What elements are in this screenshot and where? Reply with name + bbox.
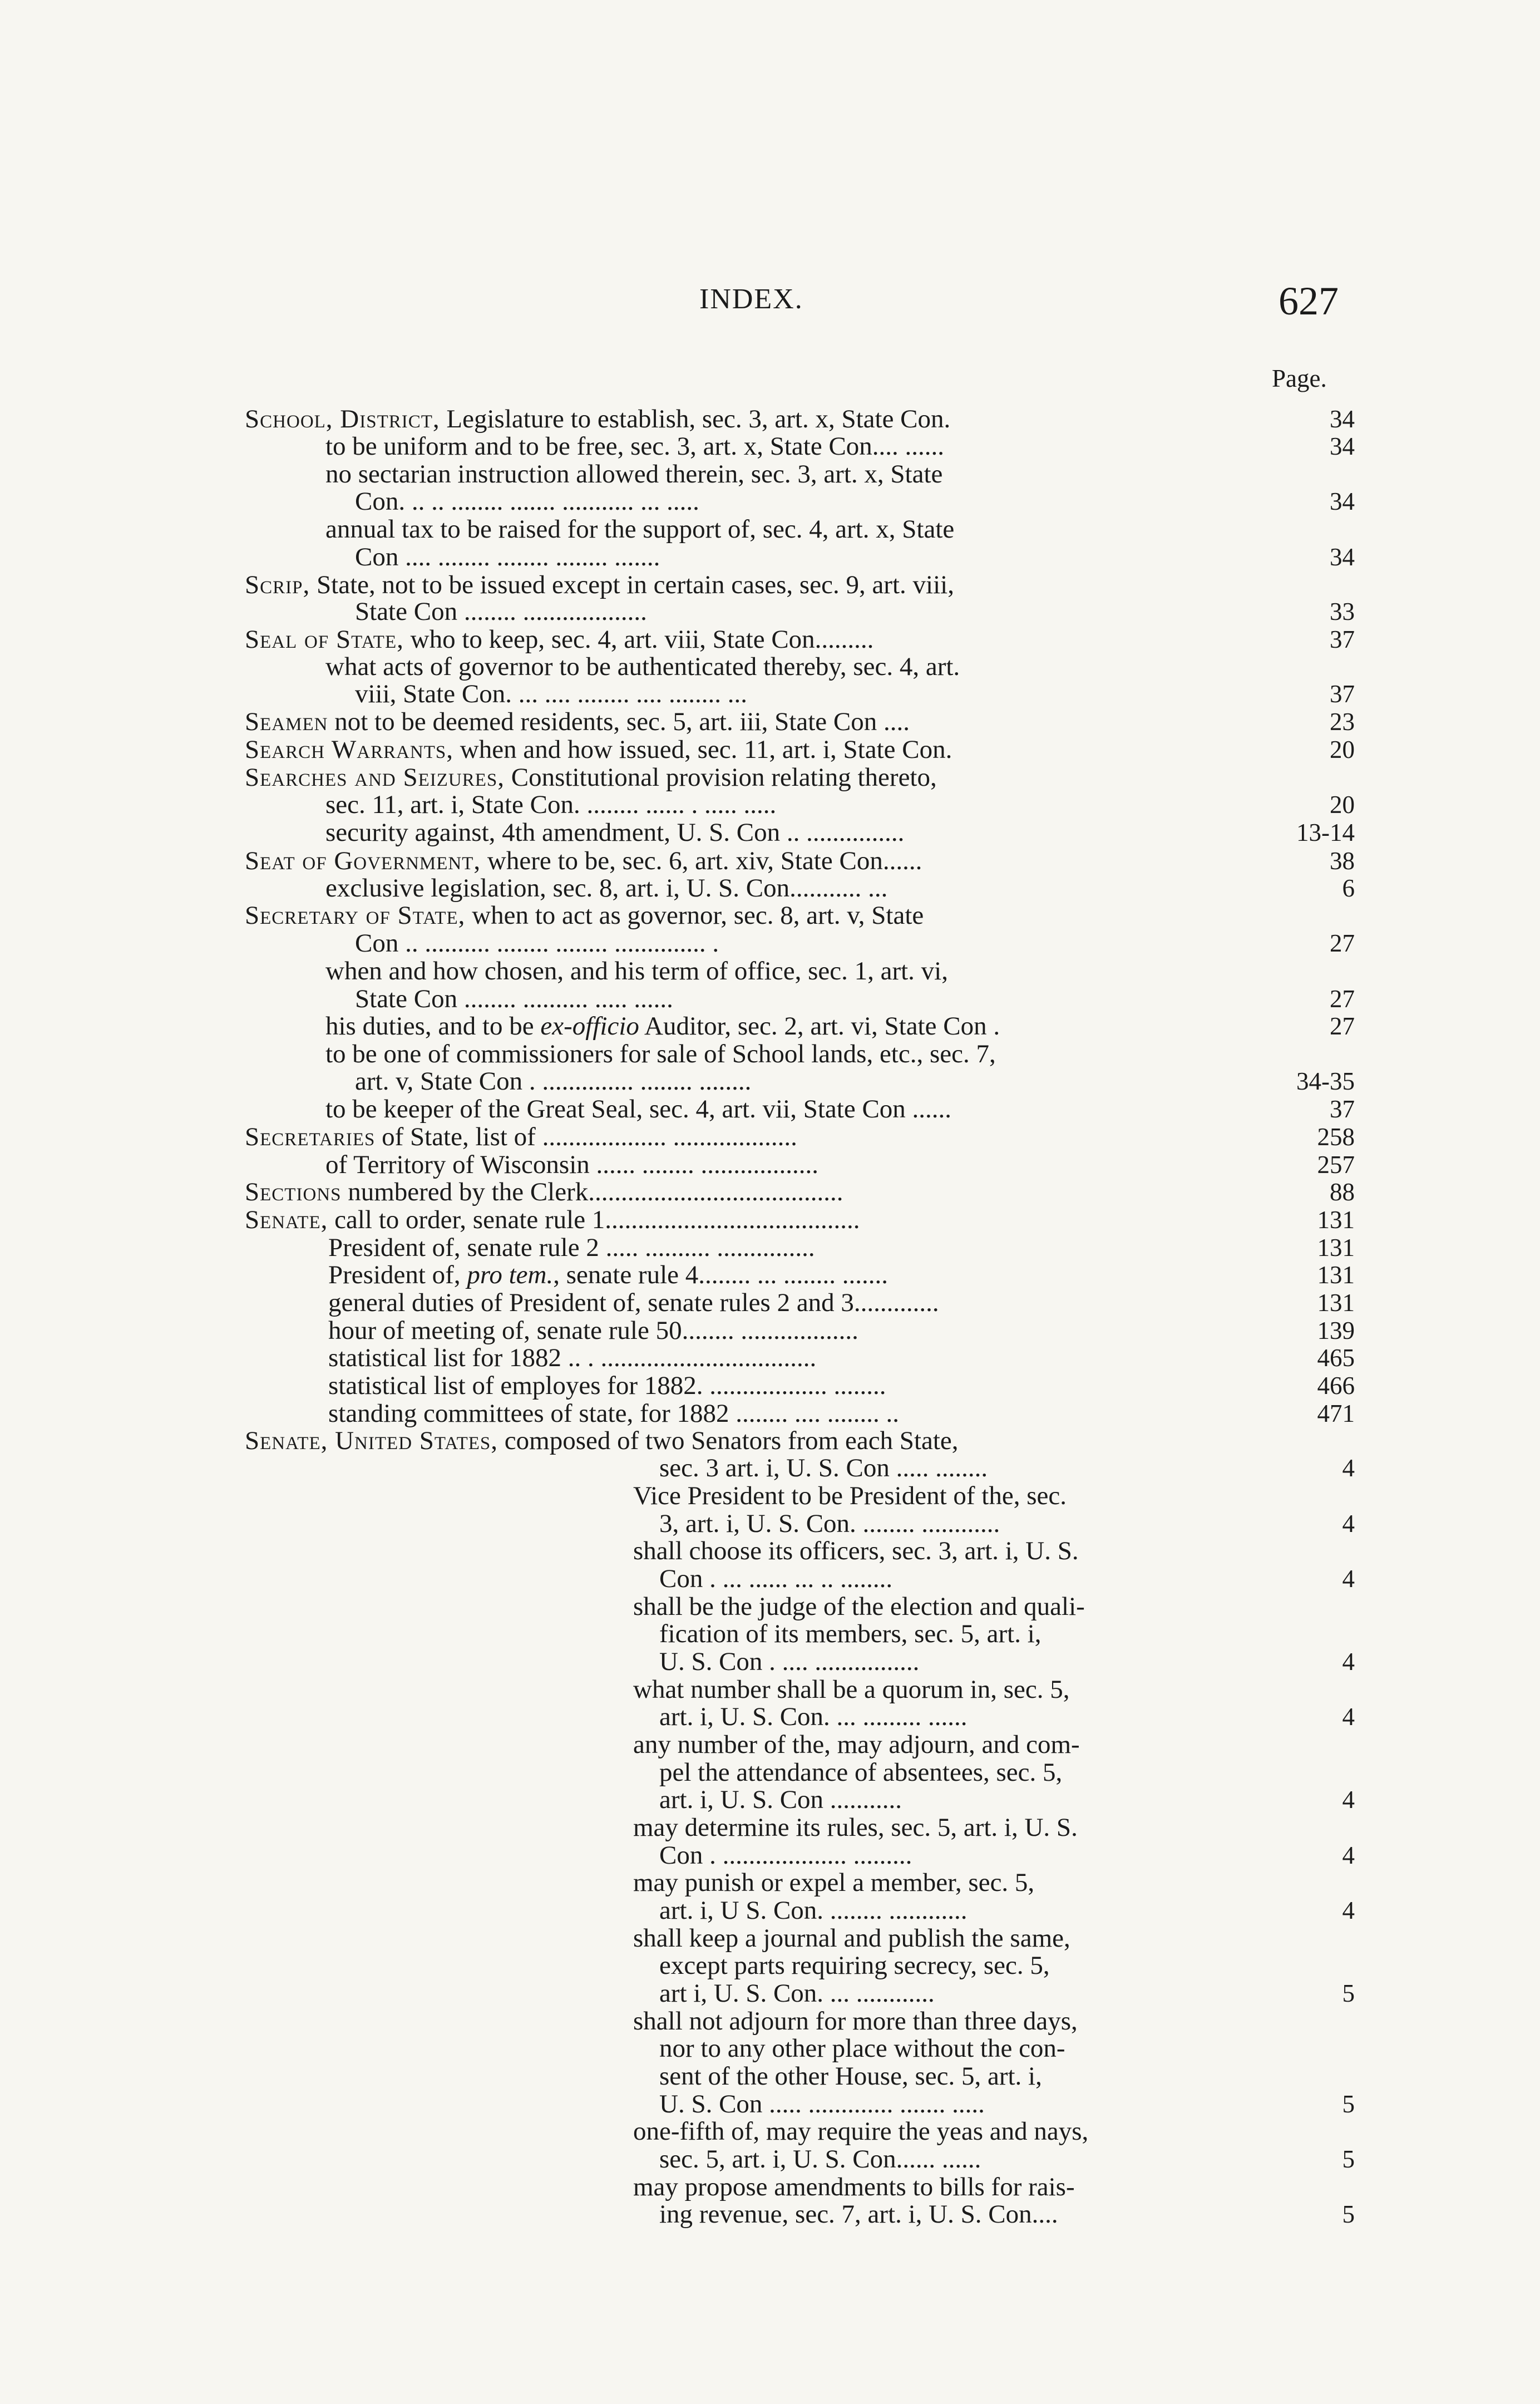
- entry-page-ref: 257: [1317, 1151, 1355, 1179]
- entry-text: Con. .. .. ........ ....... ........... ... .....: [355, 487, 699, 515]
- entry-italic-term: pro tem.: [467, 1261, 554, 1289]
- entry-text: shall not adjourn for more than three days,: [633, 2007, 1078, 2035]
- entry-page-ref: 258: [1317, 1123, 1355, 1151]
- entry-text: who to keep, sec. 4, art. viii, State Con.........: [403, 625, 874, 653]
- index-entry-line: [659, 1565, 1241, 1593]
- index-entry-line: [355, 543, 1241, 571]
- entry-heading: Scrip,: [245, 571, 310, 599]
- index-entry-line: [633, 1731, 1241, 1758]
- entry-text: to be uniform and to be free, sec. 3, art. x, State Con.... ......: [325, 432, 945, 460]
- index-entry-line: [325, 515, 1241, 543]
- entry-text: art. v, State Con . .............. ........ ........: [355, 1067, 752, 1095]
- entry-text: State, not to be issued except in certain cases, sec. 9, art. viii,: [310, 571, 954, 599]
- index-entry-line: [355, 929, 1241, 957]
- entry-text: may punish or expel a member, sec. 5,: [633, 1869, 1035, 1896]
- entry-page-ref: 33: [1330, 598, 1355, 625]
- entry-text: to be keeper of the Great Seal, sec. 4, art. vii, State Con ......: [325, 1095, 952, 1123]
- entry-heading: Sections: [245, 1178, 342, 1206]
- index-entry-line: [659, 2090, 1241, 2118]
- index-entry-line: [659, 2145, 1241, 2173]
- entry-page-ref: 4: [1342, 1841, 1355, 1869]
- entry-text-prefix: his duties, and to be: [325, 1012, 541, 1040]
- index-entry-line: [659, 2200, 1241, 2228]
- entry-text: of Territory of Wisconsin ...... ........ ..................: [325, 1151, 819, 1179]
- entry-text: except parts requiring secrecy, sec. 5,: [659, 1952, 1050, 1979]
- entry-page-ref: 5: [1342, 2090, 1355, 2118]
- entry-text: when and how chosen, and his term of office, sec. 1, art. vi,: [325, 957, 948, 985]
- entry-text: art. i, U S. Con. ........ ............: [659, 1896, 968, 1924]
- entry-text: statistical list of employes for 1882. .................. ........: [328, 1372, 886, 1400]
- entry-heading: Seal of State,: [245, 625, 404, 653]
- entry-page-ref: 34: [1330, 432, 1355, 460]
- entry-text: art i, U. S. Con. ... ............: [659, 1979, 935, 2007]
- index-entry-line: [245, 708, 1241, 736]
- entry-page-ref: 4: [1342, 1648, 1355, 1676]
- page-number: 627: [1279, 279, 1339, 323]
- index-entry-line: [325, 653, 1241, 681]
- index-entry-line: [659, 1896, 1241, 1924]
- entry-text: Auditor, sec. 2, art. vi, State Con .: [639, 1012, 1000, 1040]
- entry-text: one-fifth of, may require the yeas and nays,: [633, 2117, 1089, 2145]
- entry-page-ref: 34: [1330, 405, 1355, 433]
- entry-page-ref: 37: [1330, 625, 1355, 653]
- entry-heading: Senate,: [245, 1206, 328, 1234]
- entry-text: composed of two Senators from each State,: [498, 1427, 959, 1455]
- index-entry-line: [659, 1510, 1241, 1538]
- index-entry-line: [328, 1344, 1241, 1372]
- index-entry-line: [659, 1952, 1241, 1979]
- entry-text: shall keep a journal and publish the same,: [633, 1924, 1070, 1952]
- entry-heading: School, District,: [245, 405, 440, 433]
- index-entry-line: [355, 598, 1241, 625]
- entry-page-ref: 27: [1330, 1012, 1355, 1040]
- entry-text: sec. 5, art. i, U. S. Con...... ......: [659, 2145, 981, 2173]
- index-entry-line: [659, 1786, 1241, 1814]
- entry-text: when to act as governor, sec. 8, art. v, State: [465, 902, 924, 929]
- entry-text: numbered by the Clerk.......................................: [341, 1178, 843, 1206]
- index-entry-line: [245, 1206, 1241, 1234]
- entry-text: general duties of President of, senate rules 2 and 3.............: [328, 1289, 939, 1317]
- entry-page-ref: 27: [1330, 985, 1355, 1013]
- entry-text: may determine its rules, sec. 5, art. i, U. S.: [633, 1814, 1078, 1841]
- index-entry-line: [325, 1040, 1241, 1068]
- entry-page-ref: 5: [1342, 2145, 1355, 2173]
- entry-text: viii, State Con. ... .... ........ .... ........ ...: [355, 680, 747, 708]
- entry-text: Con . ................... .........: [659, 1841, 912, 1869]
- index-entry-line: [659, 2034, 1241, 2062]
- entry-italic-term: ex-officio: [540, 1012, 639, 1040]
- entry-page-ref: 131: [1317, 1289, 1355, 1317]
- index-entry-line: [633, 1869, 1241, 1896]
- entry-text: nor to any other place without the con-: [659, 2034, 1065, 2062]
- index-entry-line: [328, 1234, 1241, 1262]
- entry-page-ref: 131: [1317, 1234, 1355, 1262]
- entry-text-prefix: President of,: [328, 1261, 467, 1289]
- entry-text: standing committees of state, for 1882 ........ .... ........ ..: [328, 1400, 900, 1427]
- entry-text: , senate rule 4........ ... ........ .......: [553, 1261, 889, 1289]
- index-entry-line: [633, 1814, 1241, 1841]
- entry-text: 3, art. i, U. S. Con. ........ ............: [659, 1510, 1000, 1538]
- entry-text: when and how issued, sec. 11, art. i, State Con.: [453, 736, 952, 763]
- entry-page-ref: 34-35: [1296, 1067, 1355, 1095]
- entry-text: State Con ........ ...................: [355, 598, 647, 625]
- entry-text: no sectarian instruction allowed therein, sec. 3, art. x, State: [325, 460, 943, 488]
- index-entry-line: [325, 460, 1241, 488]
- entry-page-ref: 34: [1330, 487, 1355, 515]
- entry-page-ref: 5: [1342, 1979, 1355, 2007]
- entry-text: may propose amendments to bills for rais-: [633, 2173, 1075, 2201]
- index-entry-line: [659, 1454, 1241, 1482]
- index-entry-line: [245, 571, 1241, 599]
- entry-page-ref: 139: [1317, 1317, 1355, 1344]
- index-entry-line: [325, 432, 1241, 460]
- entry-page-ref: 34: [1330, 543, 1355, 571]
- entry-page-ref: 466: [1317, 1372, 1355, 1400]
- index-entry-line: [355, 1067, 1241, 1095]
- entry-text: U. S. Con ..... ............. ....... .....: [659, 2090, 985, 2118]
- entry-text: call to order, senate rule 1.......................................: [328, 1206, 860, 1234]
- index-entry-line: [355, 487, 1241, 515]
- index-entry-line: [328, 1372, 1241, 1400]
- entry-text: hour of meeting of, senate rule 50........ ..................: [328, 1317, 858, 1344]
- entry-text: President of, senate rule 2 ..... .......... ...............: [328, 1234, 815, 1262]
- entry-heading: Seamen: [245, 708, 328, 736]
- entry-text: pel the attendance of absentees, sec. 5,: [659, 1758, 1063, 1786]
- entry-text: sec. 11, art. i, State Con. ........ ...... . ..... .....: [325, 791, 777, 819]
- index-entry-line: [245, 1123, 1241, 1151]
- index-entry-line: [325, 791, 1241, 819]
- entry-page-ref: 20: [1330, 791, 1355, 819]
- entry-text: Con .... ........ ........ ........ .......: [355, 543, 660, 571]
- entry-text: art. i, U. S. Con ...........: [659, 1786, 902, 1814]
- index-entry-line: [659, 1758, 1241, 1786]
- entry-text: Vice President to be President of the, sec.: [633, 1482, 1067, 1510]
- entry-heading: Secretary of State,: [245, 902, 466, 929]
- entry-text: ing revenue, sec. 7, art. i, U. S. Con....: [659, 2200, 1058, 2228]
- entry-text: art. i, U. S. Con. ... ......... ......: [659, 1703, 968, 1731]
- entry-page-ref: 5: [1342, 2200, 1355, 2228]
- entry-page-ref: 4: [1342, 1703, 1355, 1731]
- index-entry-line: [633, 1537, 1241, 1565]
- entry-page-ref: 6: [1342, 874, 1355, 902]
- entry-text: not to be deemed residents, sec. 5, art. iii, State Con ....: [328, 708, 910, 736]
- entry-page-ref: 37: [1330, 1095, 1355, 1123]
- entry-text: what number shall be a quorum in, sec. 5,: [633, 1676, 1070, 1703]
- index-entry-line: [245, 847, 1241, 875]
- index-entry-line: [659, 1841, 1241, 1869]
- index-entry-line: [659, 1648, 1241, 1676]
- index-entry-line: [245, 625, 1241, 653]
- entry-heading: Senate, United States,: [245, 1427, 498, 1455]
- index-entry-line: [325, 1012, 1241, 1040]
- entry-page-ref: 4: [1342, 1454, 1355, 1482]
- running-head-title: INDEX.: [699, 283, 803, 315]
- entry-text: security against, 4th amendment, U. S. Con .. ...............: [325, 819, 905, 846]
- entry-page-ref: 13-14: [1296, 819, 1355, 846]
- entry-page-ref: 4: [1342, 1510, 1355, 1538]
- entry-text: shall be the judge of the election and quali-: [633, 1593, 1085, 1620]
- index-entry-line: [325, 874, 1241, 902]
- page-column-label: Page.: [1272, 364, 1327, 392]
- entry-text: Legislature to establish, sec. 3, art. x, State Con.: [440, 405, 951, 433]
- entry-page-ref: 4: [1342, 1896, 1355, 1924]
- index-entry-line: [659, 2062, 1241, 2090]
- entry-text: shall choose its officers, sec. 3, art. i, U. S.: [633, 1537, 1079, 1565]
- entry-page-ref: 131: [1317, 1206, 1355, 1234]
- index-entry-line: [355, 680, 1241, 708]
- index-entry-line: [633, 1924, 1241, 1952]
- index-entry-line: [659, 1620, 1241, 1648]
- entry-text: sec. 3 art. i, U. S. Con ..... ........: [659, 1454, 988, 1482]
- entry-text: to be one of commissioners for sale of School lands, etc., sec. 7,: [325, 1040, 996, 1068]
- entry-text: where to be, sec. 6, art. xiv, State Con......: [481, 847, 922, 875]
- entry-text: exclusive legislation, sec. 8, art. i, U. S. Con........... ...: [325, 874, 888, 902]
- index-entry-line: [245, 1427, 1241, 1455]
- index-entry-line: [245, 405, 1241, 433]
- index-entry-line: [328, 1289, 1241, 1317]
- index-entry-line: [633, 1593, 1241, 1620]
- index-entry-line: [633, 1676, 1241, 1703]
- entry-text: fication of its members, sec. 5, art. i,: [659, 1620, 1042, 1648]
- entry-text: U. S. Con . .... ................: [659, 1648, 920, 1676]
- entry-page-ref: 23: [1330, 708, 1355, 736]
- entry-page-ref: 471: [1317, 1400, 1355, 1427]
- entry-page-ref: 4: [1342, 1786, 1355, 1814]
- entry-text: of State, list of ................... ...................: [375, 1123, 797, 1151]
- entry-heading: Searches and Seizures,: [245, 763, 505, 791]
- index-entry-line: [245, 736, 1241, 763]
- index-entry-line: [355, 985, 1241, 1013]
- entry-heading: Search Warrants,: [245, 736, 454, 763]
- index-entry-line: [633, 2117, 1241, 2145]
- entry-page-ref: 88: [1330, 1178, 1355, 1206]
- entry-page-ref: 131: [1317, 1261, 1355, 1289]
- index-entry-line: [245, 763, 1241, 791]
- index-entry-line: [328, 1261, 1241, 1289]
- entry-page-ref: 20: [1330, 736, 1355, 763]
- index-entry-line: [633, 2173, 1241, 2201]
- entry-text: statistical list for 1882 .. . .................................: [328, 1344, 817, 1372]
- entry-text: Con .. .......... ........ ........ .............. .: [355, 929, 719, 957]
- entry-text: what acts of governor to be authenticated thereby, sec. 4, art.: [325, 653, 960, 681]
- entry-text: State Con ........ .......... ..... ......: [355, 985, 673, 1013]
- entry-page-ref: 4: [1342, 1565, 1355, 1593]
- index-entry-line: [659, 1979, 1241, 2007]
- index-entry-line: [325, 1151, 1241, 1179]
- entry-text: Constitutional provision relating thereto,: [505, 763, 937, 791]
- entry-page-ref: 38: [1330, 847, 1355, 875]
- entry-page-ref: 37: [1330, 680, 1355, 708]
- index-entry-line: [328, 1317, 1241, 1344]
- entry-page-ref: 27: [1330, 929, 1355, 957]
- entry-page-ref: 465: [1317, 1344, 1355, 1372]
- index-entry-line: [633, 2007, 1241, 2035]
- entry-heading: Secretaries: [245, 1123, 376, 1151]
- index-entry-line: [325, 1095, 1241, 1123]
- index-entry-line: [659, 1703, 1241, 1731]
- entry-text: sent of the other House, sec. 5, art. i,: [659, 2062, 1042, 2090]
- index-entry-line: [633, 1482, 1241, 1510]
- index-entry-line: [245, 902, 1241, 929]
- index-entry-line: [325, 957, 1241, 985]
- entry-text: annual tax to be raised for the support of, sec. 4, art. x, State: [325, 515, 955, 543]
- entry-text: any number of the, may adjourn, and com-: [633, 1731, 1080, 1758]
- entry-text: Con . ... ...... ... .. ........: [659, 1565, 893, 1593]
- index-entry-line: [328, 1400, 1241, 1427]
- index-entry-line: [245, 1178, 1241, 1206]
- index-entry-line: [325, 819, 1241, 846]
- entry-heading: Seat of Government,: [245, 847, 481, 875]
